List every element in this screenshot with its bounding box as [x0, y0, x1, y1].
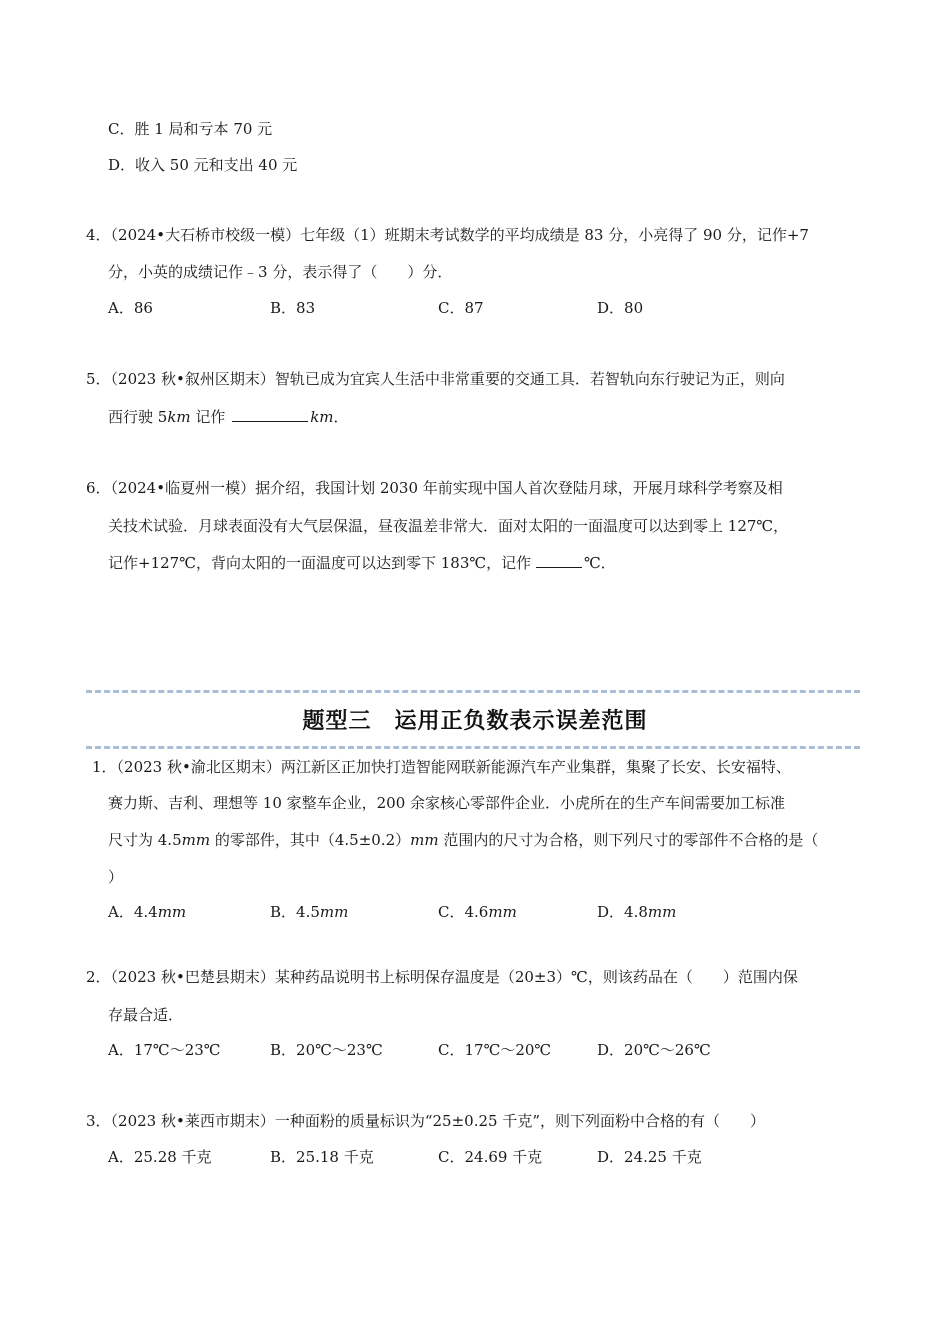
section-divider-top: [86, 690, 860, 693]
question-5-text-line1: 5．（2023 秋•叙州区期末）智轨已成为宜宾人生活中非常重要的交通工具．若智轨向东行驶记为正，则向: [86, 370, 785, 388]
option-b: B．4.5mm: [270, 903, 349, 921]
section-divider-bottom: [86, 746, 860, 749]
option-a: A．25.28 千克: [108, 1148, 212, 1166]
section-question-3-options: [108, 1147, 808, 1167]
section-question-1-options: [108, 902, 808, 922]
unit-km: km: [310, 408, 334, 426]
question-4-text-line1: 4．（2024•大石桥市校级一模）七年级（1）班期末考试数学的平均成绩是 83 分，小亮得了 90 分，记作+7: [86, 226, 809, 244]
section-question-2-text-line1: 2．（2023 秋•巴楚县期末）某种药品说明书上标明保存温度是（20±3）℃，则该药品在（ ）范围内保: [86, 968, 798, 986]
option-d: D．20℃～26℃: [597, 1041, 711, 1059]
question-6-text-line3: 记作+127℃，背向太阳的一面温度可以达到零下 183℃，记作 ℃．: [108, 554, 616, 572]
option-a: A．86: [108, 299, 153, 317]
option-d: D．4.8mm: [597, 903, 677, 921]
unit-km: km: [167, 408, 191, 426]
option-c: C．87: [438, 299, 484, 317]
option-d: D．80: [597, 299, 644, 317]
answer-blank: [536, 553, 582, 568]
unit-mm: mm: [410, 831, 439, 849]
option-a: A．17℃～23℃: [108, 1041, 221, 1059]
section-question-1-text-line2: 赛力斯、吉利、理想等 10 家整车企业，200 余家核心零部件企业．小虎所在的生产车间需要加工标准: [108, 794, 786, 812]
section-question-2-text-line2: 存最合适．: [108, 1006, 184, 1024]
option-d: D．24.25 千克: [597, 1148, 702, 1166]
option-b: B．83: [270, 299, 316, 317]
option-d: D．收入 50 元和支出 40 元: [108, 156, 298, 174]
option-a: A．4.4mm: [108, 903, 187, 921]
section-question-1-text-line4: ）: [108, 868, 124, 886]
answer-blank: [232, 407, 308, 422]
question-4-text-line2: 分，小英的成绩记作﹣3 分，表示得了（ ）分．: [108, 263, 453, 281]
option-c: C．24.69 千克: [438, 1148, 543, 1166]
section-title: 题型三 运用正负数表示误差范围: [302, 709, 648, 734]
question-6-text-line1: 6．（2024•临夏州一模）据介绍，我国计划 2030 年前实现中国人首次登陆月球，开展月球科学考察及相: [86, 479, 783, 497]
question-5-text-line2: 西行驶 5km 记作 km．: [108, 408, 349, 426]
option-b: B．20℃～23℃: [270, 1041, 383, 1059]
option-c: C．17℃～20℃: [438, 1041, 552, 1059]
option-c: C．4.6mm: [438, 903, 517, 921]
unit-mm: mm: [181, 831, 211, 849]
question-4-options: [108, 298, 808, 318]
section-question-1-text-line3: 尺寸为 4.5mm 的零部件，其中（4.5±0.2）mm 范围内的尺寸为合格，则下列尺寸的零部件不合格的是（: [108, 831, 819, 849]
section-question-3-text-line1: 3．（2023 秋•莱西市期末）一种面粉的质量标识为“25±0.25 千克”，则下列面粉中合格的有（ ）: [86, 1112, 765, 1130]
option-c: C．胜 1 局和亏本 70 元: [108, 120, 273, 138]
section-question-2-options: [108, 1040, 808, 1060]
section-question-1-text-line1: 1．（2023 秋•渝北区期末）两江新区正加快打造智能网联新能源汽车产业集群，集聚了长安、长安福特、: [92, 758, 791, 776]
option-b: B．25.18 千克: [270, 1148, 374, 1166]
question-6-text-line2: 关技术试验．月球表面没有大气层保温，昼夜温差非常大．面对太阳的一面温度可以达到零上 127℃，: [108, 517, 789, 535]
